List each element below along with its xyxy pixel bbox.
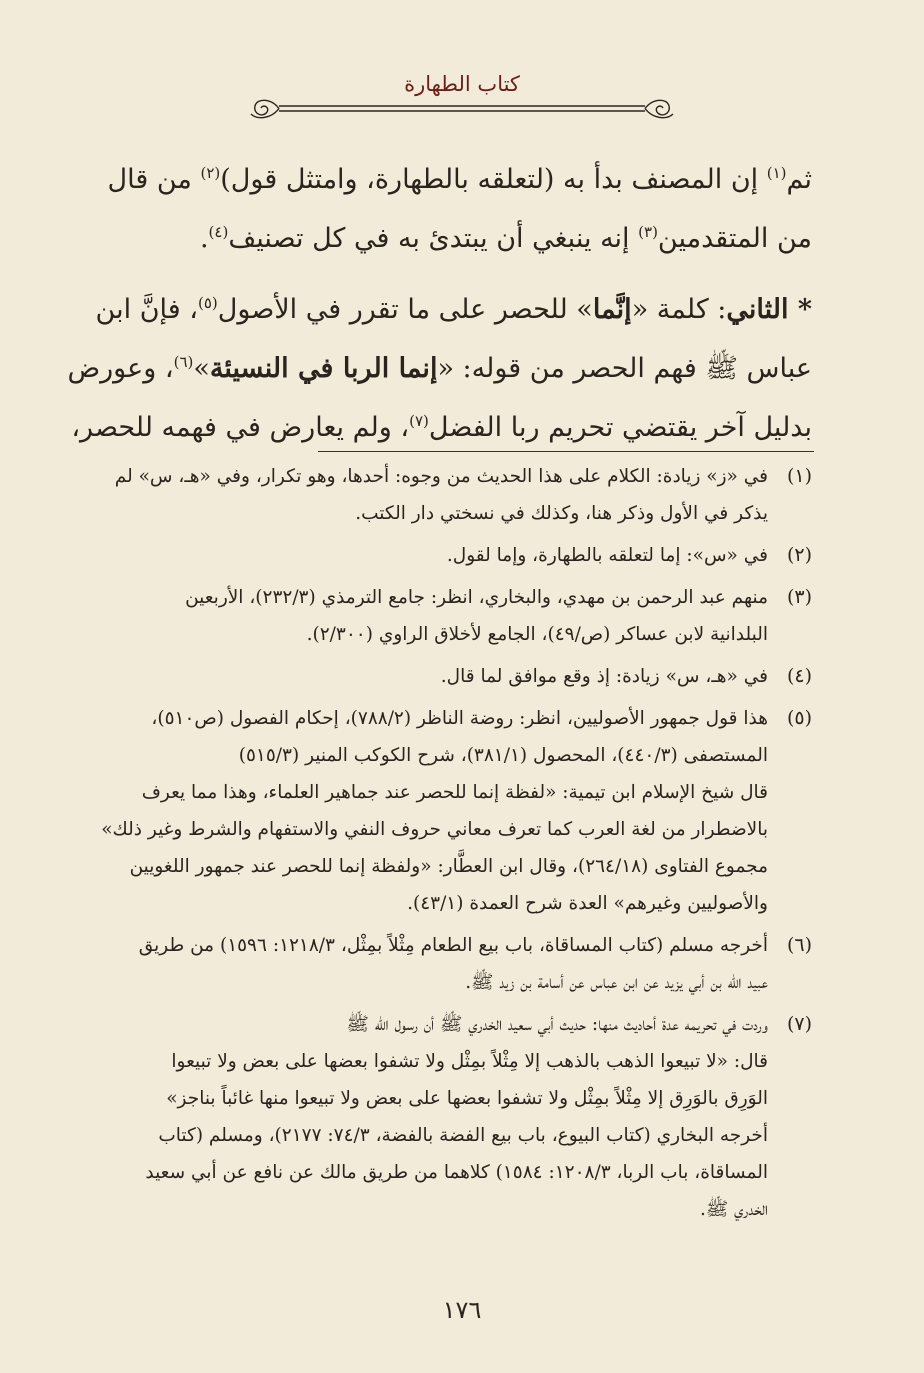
footnote-text xyxy=(66,658,768,695)
page-number: ١٧٦ xyxy=(442,1296,482,1324)
footnote-number: (٢) xyxy=(786,544,812,566)
footnote-number: (٦) xyxy=(786,934,812,956)
header-ornament xyxy=(245,94,679,124)
footnote-line: عبيد الله بن أبي يزيد عن ابن عباس عن أسامة بن زيد ﷺ. xyxy=(465,972,768,993)
main-line: بدليل آخر يقتضي تحريم ربا الفضل$^{(٧)}$، ولم يعارض في فهمه للحصر، xyxy=(71,412,812,443)
footnote-separator xyxy=(318,451,814,452)
main-line: ثم$^{(١)}$ إن المصنف بدأ به (لتعلقه بالطهارة، وامتثل قول)$^{(٢)}$ من قال xyxy=(107,164,812,195)
footnote-ref: (٥) xyxy=(197,294,218,312)
footnote-line: في «هـ، س» زيادة: إذ وقع موافق لما قال. xyxy=(440,666,768,687)
footnote-line: قال: «لا تبيعوا الذهب بالذهب إلا مِثْلاً بمِثْل ولا تشفوا بعضها على بعض ولا تبيعوا xyxy=(171,1051,768,1072)
footnote-line: مجموع الفتاوى (٢٦٤/١٨)، وقال ابن العطَّار: «ولفظة إنما للحصر عند جمهور اللغويين xyxy=(129,856,768,877)
footnote-line: الوَرِق بالوَرِق إلا مِثْلاً بمِثْل ولا تشفوا بعضها على بعض ولا تبيعوا منها غائباً بناجز» xyxy=(166,1088,768,1109)
footnote-ref: (١) xyxy=(766,164,787,182)
footnote-text xyxy=(66,1006,768,1228)
footnote xyxy=(66,700,812,922)
footnote-number: (٤) xyxy=(786,665,812,687)
footnote-line: يذكر في الأول وذكر هنا، وكذلك في نسختي دار الكتب. xyxy=(355,503,768,524)
footnote-line: في «س»: إما لتعلقه بالطهارة، وإما لقول. xyxy=(446,545,768,566)
footnote-text xyxy=(66,537,768,574)
footnote-line: الخدري ﷺ. xyxy=(700,1199,768,1220)
footnote-ref: (٤) xyxy=(208,223,229,241)
footnote-text xyxy=(66,927,768,1001)
footnote xyxy=(66,537,812,574)
footnote-line: البلدانية لابن عساكر (ص/٤٩)، الجامع لأخلاق الراوي (٢/٣٠٠). xyxy=(306,624,768,645)
footnote-number: (٧) xyxy=(786,1013,812,1035)
running-header-title: كتاب الطهارة xyxy=(404,72,520,96)
footnote-line: والأصوليين وغيرهم» العدة شرح العمدة (٤٣/١). xyxy=(407,893,768,914)
footnote xyxy=(66,458,812,532)
section-lead: * الثاني xyxy=(726,294,812,325)
footnote-ref: (٦) xyxy=(173,353,194,371)
main-text xyxy=(68,150,812,457)
hadith-quote: إنما الربا في النسيئة xyxy=(209,353,438,384)
footnote-text xyxy=(66,579,768,653)
footnote-line: قال شيخ الإسلام ابن تيمية: «لفظة إنما للحصر عند جماهير العلماء، وهذا مما يعرف xyxy=(141,782,768,803)
footnote-text xyxy=(66,700,768,922)
main-line: * الثاني: كلمة «إنَّما» للحصر على ما تقرر في الأصول$^{(٥)}$، فإنَّ ابن xyxy=(95,294,812,325)
footnote xyxy=(66,1006,812,1228)
footnote xyxy=(66,579,812,653)
footnote-number: (٣) xyxy=(786,586,812,608)
footnote-line: بالاضطرار من لغة العرب كما تعرف معاني حروف النفي والاستفهام والشرط وغير ذلك» xyxy=(101,819,768,840)
footnote-line: هذا قول جمهور الأصوليين، انظر: روضة الناظر (٧٨٨/٢)، إحكام الفصول (ص٥١٠)، xyxy=(151,708,768,729)
footnote-ref: (٣) xyxy=(638,223,658,241)
footnote-line: المستصفى (٤٤٠/٣)، المحصول (٣٨١/١)، شرح الكوكب المنير (٥١٥/٣) xyxy=(238,745,768,766)
footnote-line: منهم عبد الرحمن بن مهدي، والبخاري، انظر: جامع الترمذي (٢٣٢/٣)، الأربعين xyxy=(185,587,768,608)
footnote-line: أخرجه البخاري (كتاب البيوع، باب بيع الفضة بالفضة، ٧٤/٣: ٢١٧٧)، ومسلم (كتاب xyxy=(158,1125,768,1146)
footnote-ref: (٢) xyxy=(200,164,221,182)
main-line: من المتقدمين$^{(٣)}$ إنه ينبغي أن يبتدئ به في كل تصنيف$^{(٤)}$. xyxy=(199,223,812,254)
footnote xyxy=(66,927,812,1001)
main-line: عباس ﷺ فهم الحصر من قوله: «إنما الربا في النسيئة»$^{(٦)}$، وعورض xyxy=(68,353,812,384)
footnote xyxy=(66,658,812,695)
footnote-number: (١) xyxy=(786,465,812,487)
footnotes xyxy=(66,458,812,1228)
footnote-line: أخرجه مسلم (كتاب المساقاة، باب بيع الطعام مِثْلاً بمِثْل، ١٢١٨/٣: ١٥٩٦) من طريق xyxy=(138,935,768,956)
footnote-ref: (٧) xyxy=(409,412,429,430)
footnote-line: في «ز» زيادة: الكلام على هذا الحديث من وجوه: أحدها، وهو تكرار، وفي «هـ، س» لم xyxy=(114,466,768,487)
footnote-text xyxy=(66,458,768,532)
footnote-line: المساقاة، باب الربا، ١٢٠٨/٣: ١٥٨٤) كلاهما من طريق مالك عن نافع عن أبي سعيد xyxy=(145,1162,768,1183)
footnote-number: (٥) xyxy=(786,707,812,729)
footnote-line: وردت في تحريمه عدة أحاديث منها: حديث أبي سعيد الخدري ﷺ أن رسول الله ﷺ xyxy=(346,1014,768,1035)
